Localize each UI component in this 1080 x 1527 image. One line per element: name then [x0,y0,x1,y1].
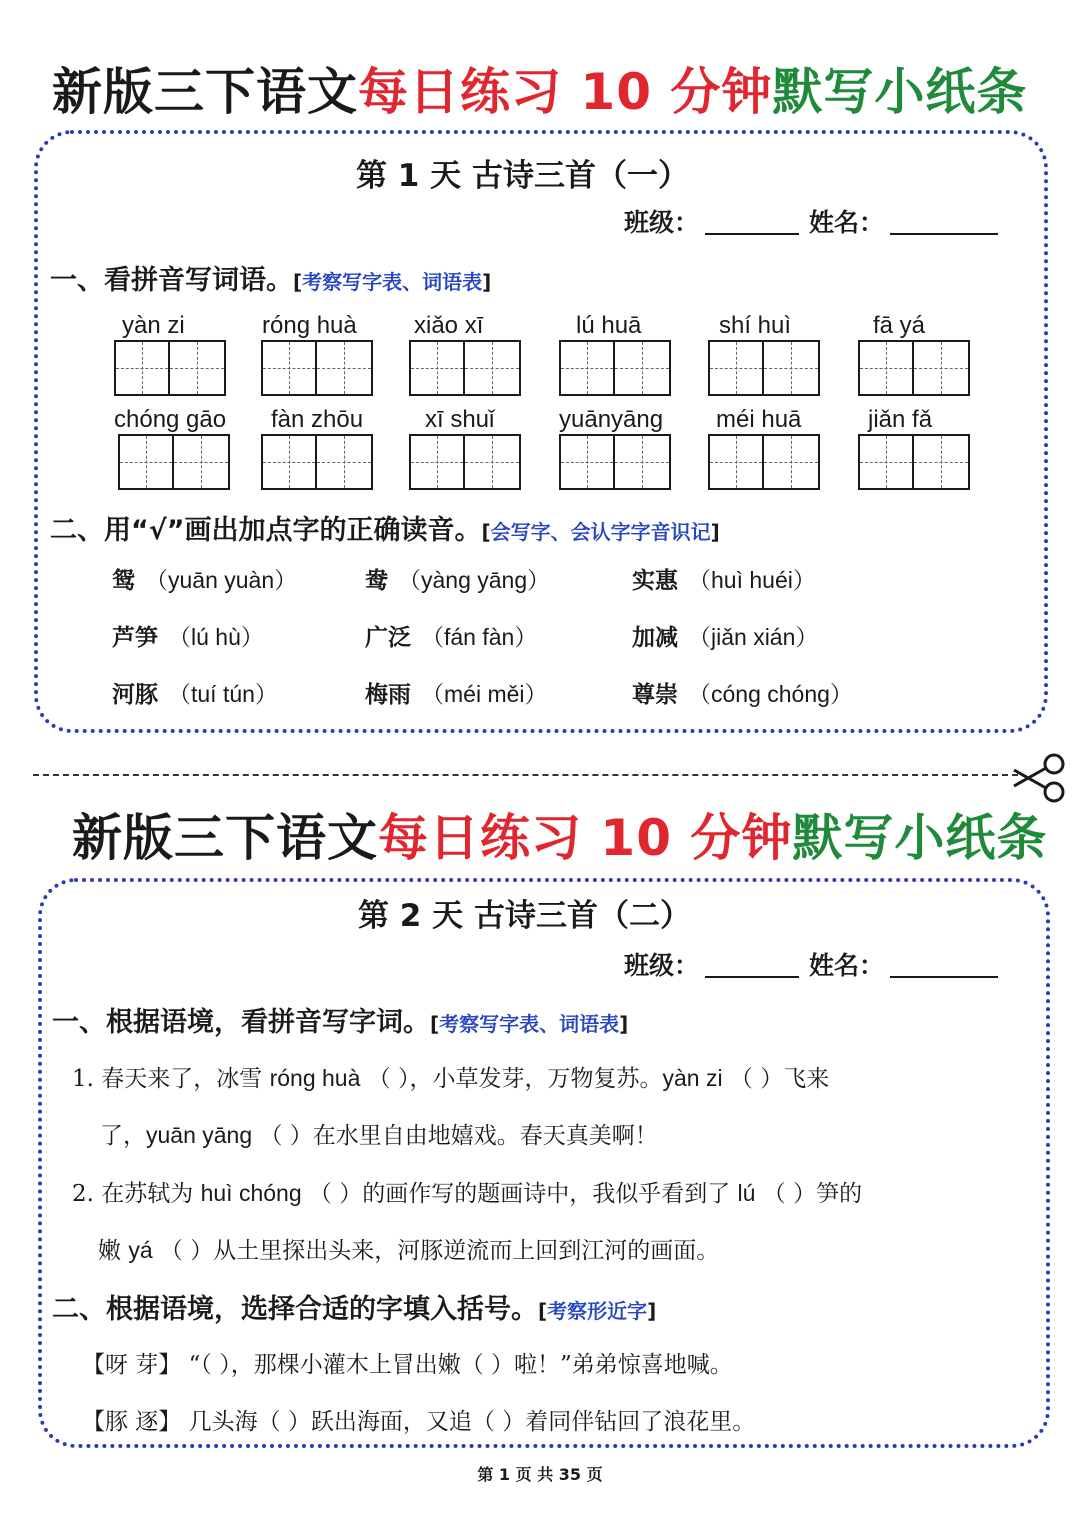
reading-choice[interactable]: 河豚 （tuí tún） [112,681,278,708]
pinyin-word: xī shuǐ [425,406,495,433]
writing-grid[interactable] [409,340,521,396]
name-blank[interactable] [890,976,998,978]
pinyin-word: yuānyāng [559,406,664,433]
section-note: [考察写字表、词语表] [293,270,492,294]
section-heading-text: 一、根据语境，看拼音写字词。 [52,1007,430,1038]
section-heading-1-2 [50,508,720,547]
title-part-black: 新版三下语文 [52,63,358,121]
name-blank[interactable] [890,233,998,235]
writing-grid[interactable] [261,340,373,396]
reading-choice[interactable]: 广泛 （fán fàn） [365,624,538,651]
writing-grid[interactable] [409,434,521,490]
pinyin-word: xiǎo xī [414,312,484,339]
title-part-green: 默写小纸条 [772,63,1028,121]
title-part-green: 默写小纸条 [792,809,1048,867]
scissors-icon [1010,752,1066,804]
class-label: 班级： [624,208,700,237]
page-footer: 第 1 页 共 35 页 [477,1465,603,1484]
pinyin-word: jiǎn fǎ [868,406,933,433]
section-heading-2-1 [52,1000,628,1039]
writing-grid[interactable] [858,340,970,396]
pinyin-word: méi huā [716,406,802,433]
class-blank[interactable] [705,233,799,235]
title-part-black: 新版三下语文 [72,809,378,867]
writing-grid[interactable] [559,434,671,490]
writing-grid[interactable] [858,434,970,490]
pinyin-word: yàn zi [122,312,185,339]
class-blank[interactable] [705,976,799,978]
day-title-2: 第 2 天 古诗三首（二） [358,898,691,934]
section-heading-2-2 [52,1287,656,1326]
context-sentence: 了，yuān yāng （ ）在水里自由地嬉戏。春天真美啊！ [100,1122,658,1149]
cut-line [33,774,1018,776]
name-label: 姓名： [809,208,885,237]
writing-grid[interactable] [118,434,230,490]
context-sentence: 1. 春天来了，冰雪 róng huà （ ），小草发芽，万物复苏。yàn zi （ ）飞来 [72,1065,830,1092]
reading-choice[interactable]: 加减 （jiǎn xián） [632,624,819,651]
reading-choice[interactable]: 鸯 （yàng yāng） [365,567,551,594]
reading-choice[interactable]: 梅雨 （méi měi） [365,681,548,708]
section-heading-text: 二、根据语境，选择合适的字填入括号。 [52,1294,538,1325]
context-sentence: 嫩 yá （ ）从土里探出头来，河豚逆流而上回到江河的画面。 [98,1237,720,1264]
class-name-row-2 [624,946,1008,982]
pinyin-word: róng huà [262,312,357,339]
title-part-red: 每日练习 10 分钟 [358,63,773,121]
context-sentence: 2. 在苏轼为 huì chóng （ ）的画作写的题画诗中，我似乎看到了 lú （ ）笋的 [72,1180,863,1207]
section-heading-1-1 [50,258,491,297]
reading-choice[interactable]: 芦笋 （lú hù） [112,624,264,651]
title-part-red: 每日练习 10 分钟 [378,809,793,867]
writing-grid[interactable] [559,340,671,396]
section-heading-text: 一、看拼音写词语。 [50,265,293,296]
pinyin-word: fā yá [873,312,926,339]
pinyin-word: chóng gāo [114,406,227,433]
writing-grid[interactable] [708,340,820,396]
reading-choice[interactable]: 尊崇 （cóng chóng） [632,681,853,708]
main-title-1 [0,52,1080,122]
writing-grid[interactable] [261,434,373,490]
writing-grid[interactable] [708,434,820,490]
section-heading-text: 二、用“√”画出加点字的正确读音。 [50,515,482,546]
day-title-1: 第 1 天 古诗三首（一） [356,158,689,194]
pinyin-word: shí huì [719,312,792,339]
choice-sentence: 【豚 逐】 几头海（ ）跃出海面，又追（ ）着同伴钻回了浪花里。 [82,1409,756,1435]
section-note: [考察写字表、词语表] [430,1012,629,1036]
section-note: [会写字、会认字字音识记] [481,520,720,544]
reading-choice[interactable]: 鸳 （yuān yuàn） [112,567,298,594]
name-label: 姓名： [809,951,885,980]
section-note: [考察形近字] [538,1299,657,1323]
reading-choice[interactable]: 实惠 （huì huéi） [632,567,816,594]
pinyin-word: lú huā [576,312,642,339]
writing-grid[interactable] [114,340,226,396]
choice-sentence: 【呀 芽】 “（ ），那棵小灌木上冒出嫩（ ）啦！”弟弟惊喜地喊。 [82,1352,733,1378]
main-title-2 [0,798,1080,868]
class-label: 班级： [624,951,700,980]
class-name-row-1 [624,203,1008,239]
pinyin-word: fàn zhōu [271,406,364,433]
